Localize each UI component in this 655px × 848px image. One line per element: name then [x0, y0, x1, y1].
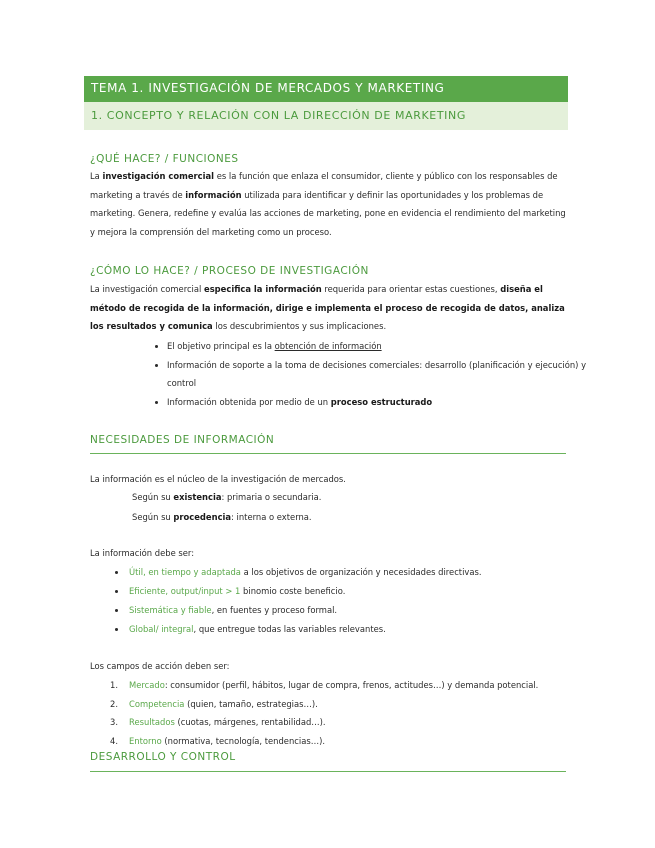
que-hace-paragraph: La investigación comercial es la función que enlaza el consumidor, cliente y público con los responsables de marketing a través de información utilizada para identificar y definir las oportunidades y los problemas de marketing. Genera, redefine y evalúa las acciones de marketing, pone en evidencia el rendimiento del marketing y mejora la comprensión del marketing como un proceso. [90, 171, 566, 238]
campo-item: Competencia (quien, tamaño, estrategias…). [129, 699, 318, 709]
bullet-dot [155, 364, 158, 367]
requisito-item: Útil, en tiempo y adaptada a los objetivos de organización y necesidades directivas. [129, 567, 482, 577]
que-hace-heading: ¿QUÉ HACE? / FUNCIONES [90, 153, 239, 165]
bullet-dot [115, 571, 118, 574]
bullet-dot [155, 401, 158, 404]
bullet-dot [155, 345, 158, 348]
list-number: 1. [110, 680, 118, 690]
section-rule [90, 453, 566, 454]
bullet-dot [115, 609, 118, 612]
topic-title: TEMA 1. INVESTIGACIÓN DE MERCADOS Y MARKETING [91, 81, 445, 95]
debe-ser-intro: La información debe ser: [90, 548, 195, 558]
list-number: 2. [110, 699, 118, 709]
campos-intro: Los campos de acción deben ser: [90, 661, 230, 671]
segun-procedencia: Según su procedencia: interna o externa. [132, 512, 312, 522]
requisito-item: Eficiente, output/input > 1 binomio coste beneficio. [129, 586, 346, 596]
bullet-dot [115, 628, 118, 631]
list-number: 3. [110, 717, 118, 727]
requisito-item: Sistemática y fiable, en fuentes y proceso formal. [129, 605, 338, 615]
bullet-soporte-l2: control [167, 378, 197, 388]
necesidades-intro: La información es el núcleo de la investigación de mercados. [90, 474, 346, 484]
campo-item: Resultados (cuotas, márgenes, rentabilidad…). [129, 717, 326, 727]
bullet-objetivo: El objetivo principal es la obtención de información [167, 341, 382, 351]
como-hace-heading: ¿CÓMO LO HACE? / PROCESO DE INVESTIGACIÓN [90, 265, 369, 277]
section-header [84, 102, 568, 130]
campo-item: Mercado: consumidor (perfil, hábitos, lugar de compra, frenos, actitudes…) y demanda potencial. [129, 680, 539, 690]
bullet-dot [115, 590, 118, 593]
campo-item: Entorno (normativa, tecnología, tendencias…). [129, 736, 325, 746]
necesidades-heading: NECESIDADES DE INFORMACIÓN [90, 434, 275, 446]
topic-header [84, 76, 568, 102]
bullet-proceso: Información obtenida por medio de un proceso estructurado [167, 397, 433, 407]
requisito-item: Global/ integral, que entregue todas las variables relevantes. [129, 624, 386, 634]
segun-existencia: Según su existencia: primaria o secundaria. [132, 492, 322, 502]
como-hace-paragraph: La investigación comercial especifica la información requerida para orientar estas cuestiones, diseña el método de recogida de la información, dirige e implementa el proceso de recogida de datos, analiza los resultados y comunica los descubrimientos y sus implicaciones. [90, 284, 565, 332]
list-number: 4. [110, 736, 118, 746]
section-rule [90, 771, 566, 772]
section-title: 1. CONCEPTO Y RELACIÓN CON LA DIRECCIÓN DE MARKETING [91, 109, 466, 122]
desarrollo-heading: DESARROLLO Y CONTROL [90, 751, 236, 763]
bullet-soporte-l1: Información de soporte a la toma de decisiones comerciales: desarrollo (planificación y ejecución) y [167, 360, 587, 370]
